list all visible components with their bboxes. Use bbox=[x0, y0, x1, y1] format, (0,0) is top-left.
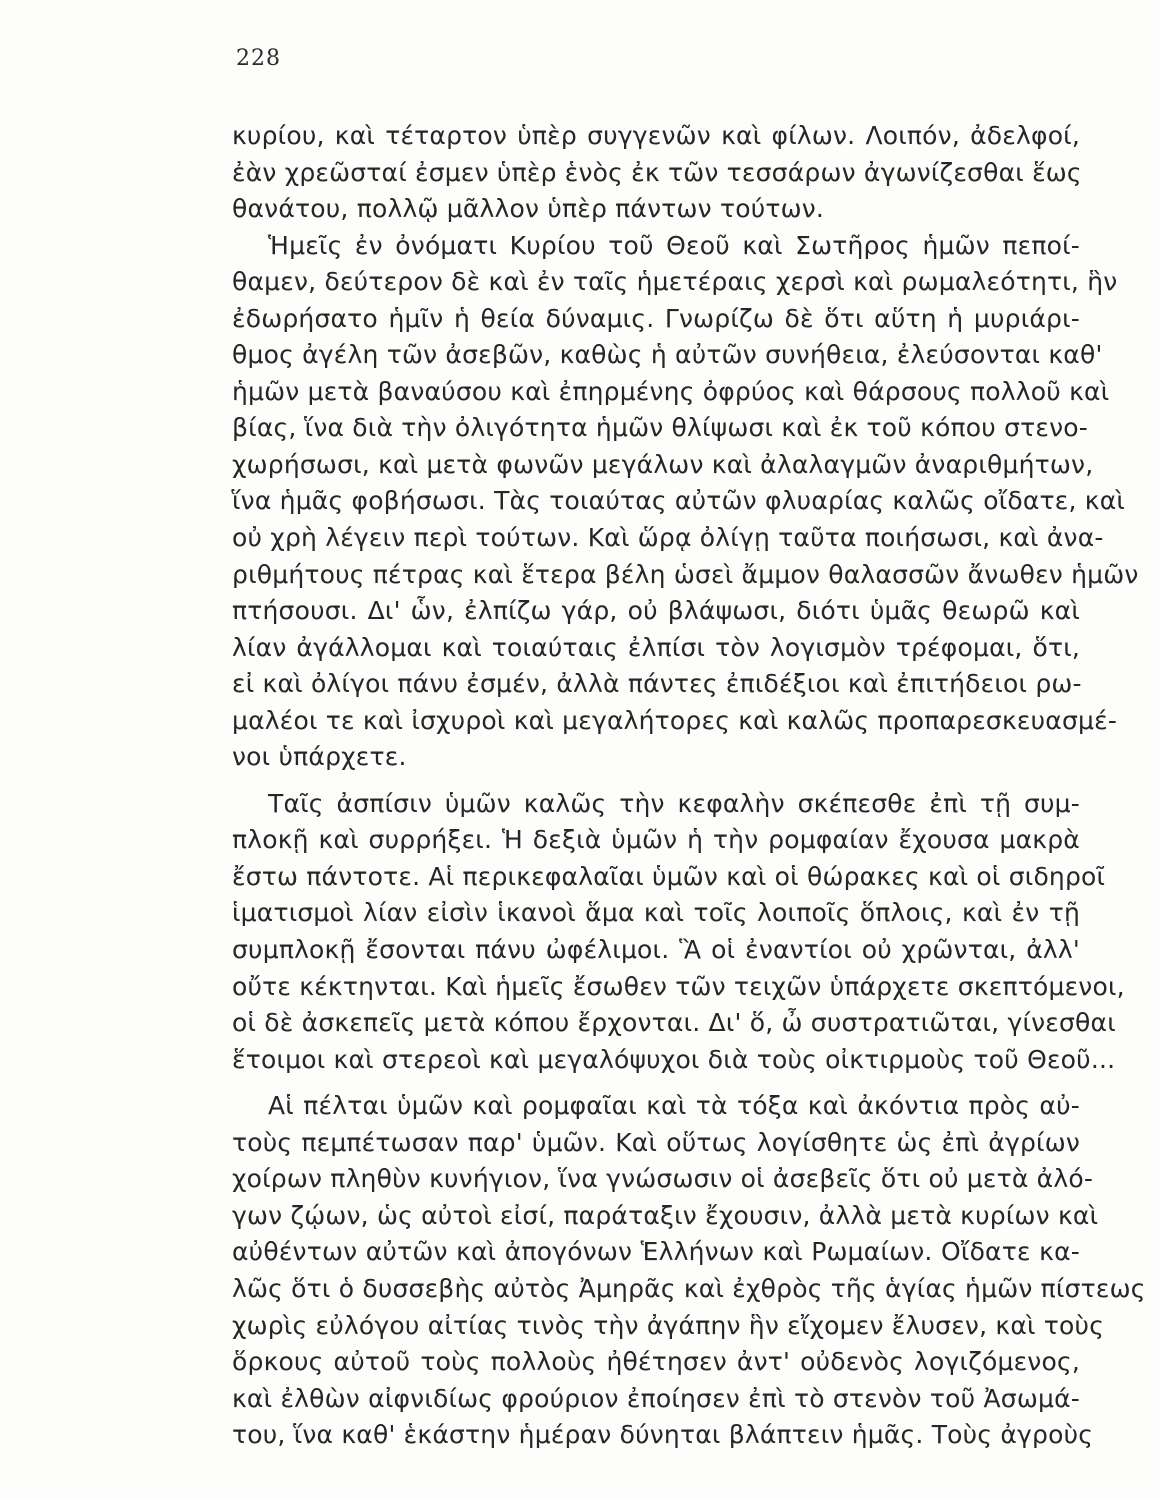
text-line: εἰ καὶ ὀλίγοι πάνυ ἐσμέν, ἀλλὰ πάντες ἐπιδέξιοι καὶ ἐπιτήδειοι ρω- bbox=[232, 669, 1082, 699]
text-line: ἐὰν χρεῶσταί ἐσμεν ὑπὲρ ἑνὸς ἐκ τῶν τεσσάρων ἀγωνίζεσθαι ἕως bbox=[232, 157, 1082, 187]
text-line: αὐθέντων αὐτῶν καὶ ἀπογόνων Ἑλλήνων καὶ Ρωμαίων. Οἴδατε κα- bbox=[232, 1237, 1080, 1267]
text-line: γων ζῴων, ὡς αὐτοὶ εἰσί, παράταξιν ἔχουσιν, ἀλλὰ μετὰ κυρίων καὶ bbox=[232, 1200, 1099, 1230]
body-text bbox=[232, 118, 1146, 1454]
text-line: πτήσουσι. Δι' ὧν, ἐλπίζω γάρ, οὐ βλάψωσι, διότι ὑμᾶς θεωρῶ καὶ bbox=[232, 596, 1080, 626]
text-line: ἐδωρήσατο ἡμῖν ἡ θεία δύναμις. Γνωρίζω δὲ ὅτι αὕτη ἡ μυριάρι- bbox=[232, 303, 1080, 333]
text-line: βίας, ἵνα διὰ τὴν ὀλιγότητα ἡμῶν θλίψωσι καὶ ἐκ τοῦ κόπου στενο- bbox=[232, 413, 1088, 443]
text-line: νοι ὑπάρχετε. bbox=[232, 742, 407, 772]
text-line: λῶς ὅτι ὁ δυσσεβὴς αὐτὸς Ἀμηρᾶς καὶ ἐχθρὸς τῆς ἁγίας ἡμῶν πίστεως bbox=[232, 1273, 1146, 1303]
text-line: ριθμήτους πέτρας καὶ ἕτερα βέλη ὡσεὶ ἄμμον θαλασσῶν ἄνωθεν ἡμῶν bbox=[232, 559, 1139, 589]
text-line: πλοκῇ καὶ συρρήξει. Ἡ δεξιὰ ὑμῶν ἡ τὴν ρομφαίαν ἔχουσα μακρὰ bbox=[232, 825, 1080, 855]
text-line: Ταῖς ἀσπίσιν ὑμῶν καλῶς τὴν κεφαλὴν σκέπεσθε ἐπὶ τῇ συμ- bbox=[268, 788, 1080, 818]
text-line: συμπλοκῇ ἔσονται πάνυ ὠφέλιμοι. Ἃ οἱ ἐναντίοι οὐ χρῶνται, ἀλλ' bbox=[232, 935, 1080, 965]
paragraph bbox=[232, 786, 1125, 1078]
text-line: κυρίου, καὶ τέταρτον ὑπὲρ συγγενῶν καὶ φίλων. Λοιπόν, ἀδελφοί, bbox=[232, 121, 1080, 150]
paragraph-gap bbox=[232, 776, 1080, 786]
text-line: Ἡμεῖς ἐν ὀνόματι Κυρίου τοῦ Θεοῦ καὶ Σωτῆρος ἡμῶν πεποί- bbox=[268, 230, 1080, 260]
text-line: χωρὶς εὐλόγου αἰτίας τινὸς τὴν ἀγάπην ἣν εἴχομεν ἔλυσεν, καὶ τοὺς bbox=[232, 1310, 1105, 1340]
text-line: θανάτου, πολλῷ μᾶλλον ὑπὲρ πάντων τούτων. bbox=[232, 194, 825, 224]
text-line: θαμεν, δεύτερον δὲ καὶ ἐν ταῖς ἡμετέραις χερσὶ καὶ ρωμαλεότητι, ἣν bbox=[232, 267, 1118, 297]
text-line: ἱματισμοὶ λίαν εἰσὶν ἱκανοὶ ἅμα καὶ τοῖς λοιποῖς ὅπλοις, καὶ ἐν τῇ bbox=[232, 898, 1080, 928]
text-line: ἵνα ἡμᾶς φοβήσωσι. Τὰς τοιαύτας αὐτῶν φλυαρίας καλῶς οἴδατε, καὶ bbox=[232, 486, 1126, 516]
text-line: θμος ἀγέλη τῶν ἀσεβῶν, καθὼς ἡ αὐτῶν συνήθεια, ἐλεύσονται καθ' bbox=[232, 340, 1103, 370]
text-line: οἱ δὲ ἀσκεπεῖς μετὰ κόπου ἔρχονται. Δι' ὅ, ὦ συστρατιῶται, γίνεσθαι bbox=[232, 1008, 1116, 1038]
paragraph bbox=[232, 1088, 1146, 1453]
paragraph bbox=[232, 228, 1139, 776]
text-line: τοὺς πεμπέτωσαν παρ' ὑμῶν. Καὶ οὕτως λογίσθητε ὡς ἐπὶ ἀγρίων bbox=[232, 1127, 1080, 1157]
text-line: ὅρκους αὐτοῦ τοὺς πολλοὺς ἠθέτησεν ἀντ' οὐδενὸς λογιζόμενος, bbox=[232, 1347, 1080, 1377]
text-line: καὶ ἐλθὼν αἰφνιδίως φρούριον ἐποίησεν ἐπὶ τὸ στενὸν τοῦ Ἀσωμά- bbox=[232, 1383, 1080, 1413]
text-line: χωρήσωσι, καὶ μετὰ φωνῶν μεγάλων καὶ ἀλαλαγμῶν ἀναριθμήτων, bbox=[232, 449, 1094, 479]
text-line: οὐ χρὴ λέγειν περὶ τούτων. Καὶ ὥρᾳ ὀλίγῃ ταῦτα ποιήσωσι, καὶ ἀνα- bbox=[232, 523, 1104, 553]
text-line: ἡμῶν μετὰ βαναύσου καὶ ἐπηρμένης ὀφρύος καὶ θάρσους πολλοῦ καὶ bbox=[232, 376, 1110, 406]
paragraph bbox=[232, 118, 1080, 228]
text-line: ἕτοιμοι καὶ στερεοὶ καὶ μεγαλόψυχοι διὰ τοὺς οἰκτιρμοὺς τοῦ Θεοῦ... bbox=[232, 1044, 1116, 1074]
text-line: μαλέοι τε καὶ ἰσχυροὶ καὶ μεγαλήτορες καὶ καλῶς προπαρεσκευασμέ- bbox=[232, 705, 1118, 735]
page-number: 228 bbox=[236, 46, 281, 71]
text-line: οὔτε κέκτηνται. Καὶ ἡμεῖς ἔσωθεν τῶν τειχῶν ὑπάρχετε σκεπτόμενοι, bbox=[232, 971, 1125, 1001]
paragraph-gap bbox=[232, 1078, 1080, 1088]
text-line: του, ἵνα καθ' ἑκάστην ἡμέραν δύνηται βλάπτειν ἡμᾶς. Τοὺς ἀγροὺς bbox=[232, 1420, 1094, 1450]
text-line: χοίρων πληθὺν κυνήγιον, ἵνα γνώσωσιν οἱ ἀσεβεῖς ὅτι οὐ μετὰ ἀλό- bbox=[232, 1164, 1094, 1194]
text-line: Αἱ πέλται ὑμῶν καὶ ρομφαῖαι καὶ τὰ τόξα καὶ ἀκόντια πρὸς αὐ- bbox=[268, 1091, 1080, 1121]
text-line: ἔστω πάντοτε. Αἱ περικεφαλαῖαι ὑμῶν καὶ οἱ θώρακες καὶ οἱ σιδηροῖ bbox=[232, 861, 1106, 891]
text-line: λίαν ἀγάλλομαι καὶ τοιαύταις ἐλπίσι τὸν λογισμὸν τρέφομαι, ὅτι, bbox=[232, 632, 1080, 662]
